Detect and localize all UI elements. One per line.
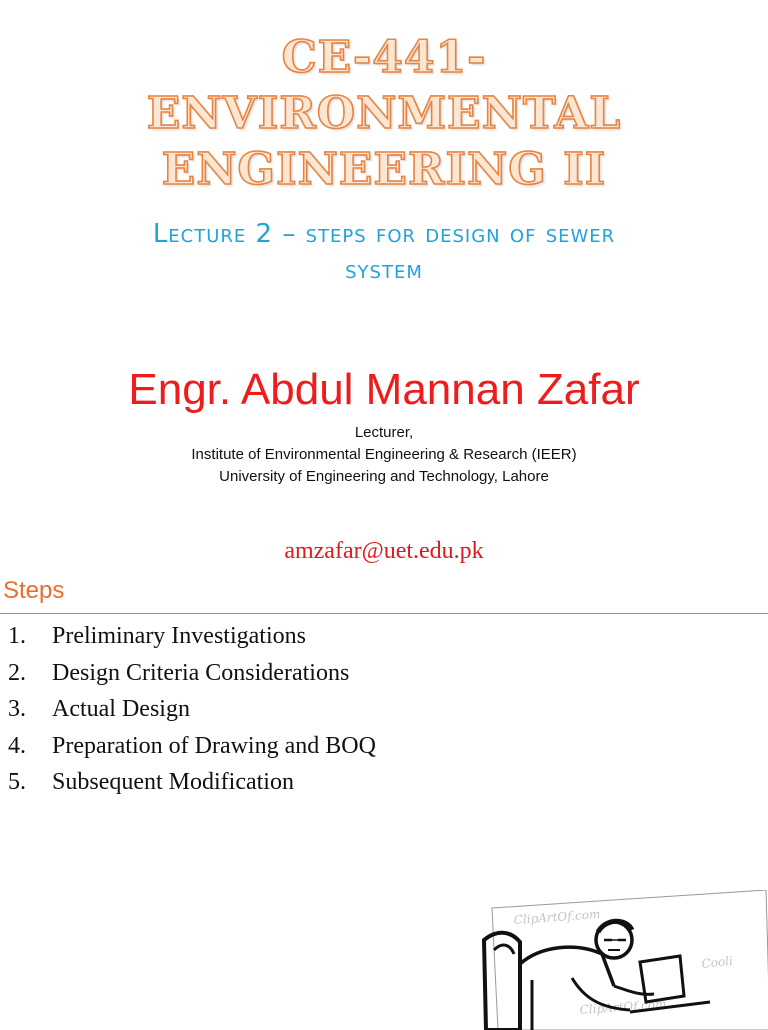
step-text: Actual Design: [52, 696, 190, 722]
author-email[interactable]: amzafar@uet.edu.pk: [284, 538, 484, 564]
lecture-subtitle: [0, 216, 768, 288]
step-number: 3.: [8, 696, 26, 722]
step-number: 5.: [8, 769, 26, 795]
steps-heading: Steps: [3, 577, 65, 604]
affiliation-line: Lecturer,: [354, 424, 414, 441]
svg-text:Cooli: Cooli: [700, 953, 734, 971]
step-number: 4.: [8, 732, 26, 759]
step-text: Preparation of Drawing and BOQ: [52, 732, 376, 759]
course-title: [0, 30, 768, 198]
subtitle-line: Lecture 2 – steps for design of sewer: [152, 219, 616, 249]
person-at-desk-clipart-icon: [480, 890, 768, 1030]
affiliation-line: University of Engineering and Technology, Lahore: [219, 468, 549, 485]
author-affiliation: [0, 422, 768, 488]
affiliation-line: Institute of Environmental Engineering & Research (IEER): [191, 446, 577, 463]
steps-slide: [0, 572, 768, 1024]
step-text: Design Criteria Considerations: [52, 659, 350, 686]
course-title-line: CE-441-: [281, 32, 487, 83]
step-number: 1.: [8, 623, 26, 649]
step-number: 2.: [8, 659, 26, 686]
course-title-line: ENGINEERING II: [161, 144, 607, 195]
course-title-line: ENVIRONMENTAL: [146, 88, 622, 139]
step-text: Preliminary Investigations: [52, 623, 306, 649]
svg-text:ClipArtOf.com: ClipArtOf.com: [579, 996, 667, 1017]
author-name: Engr. Abdul Mannan Zafar: [128, 365, 640, 414]
subtitle-line: system: [345, 255, 423, 285]
svg-text:ClipArtOf.com: ClipArtOf.com: [513, 906, 601, 927]
heading-divider: [0, 613, 768, 614]
step-text: Subsequent Modification: [52, 769, 294, 795]
